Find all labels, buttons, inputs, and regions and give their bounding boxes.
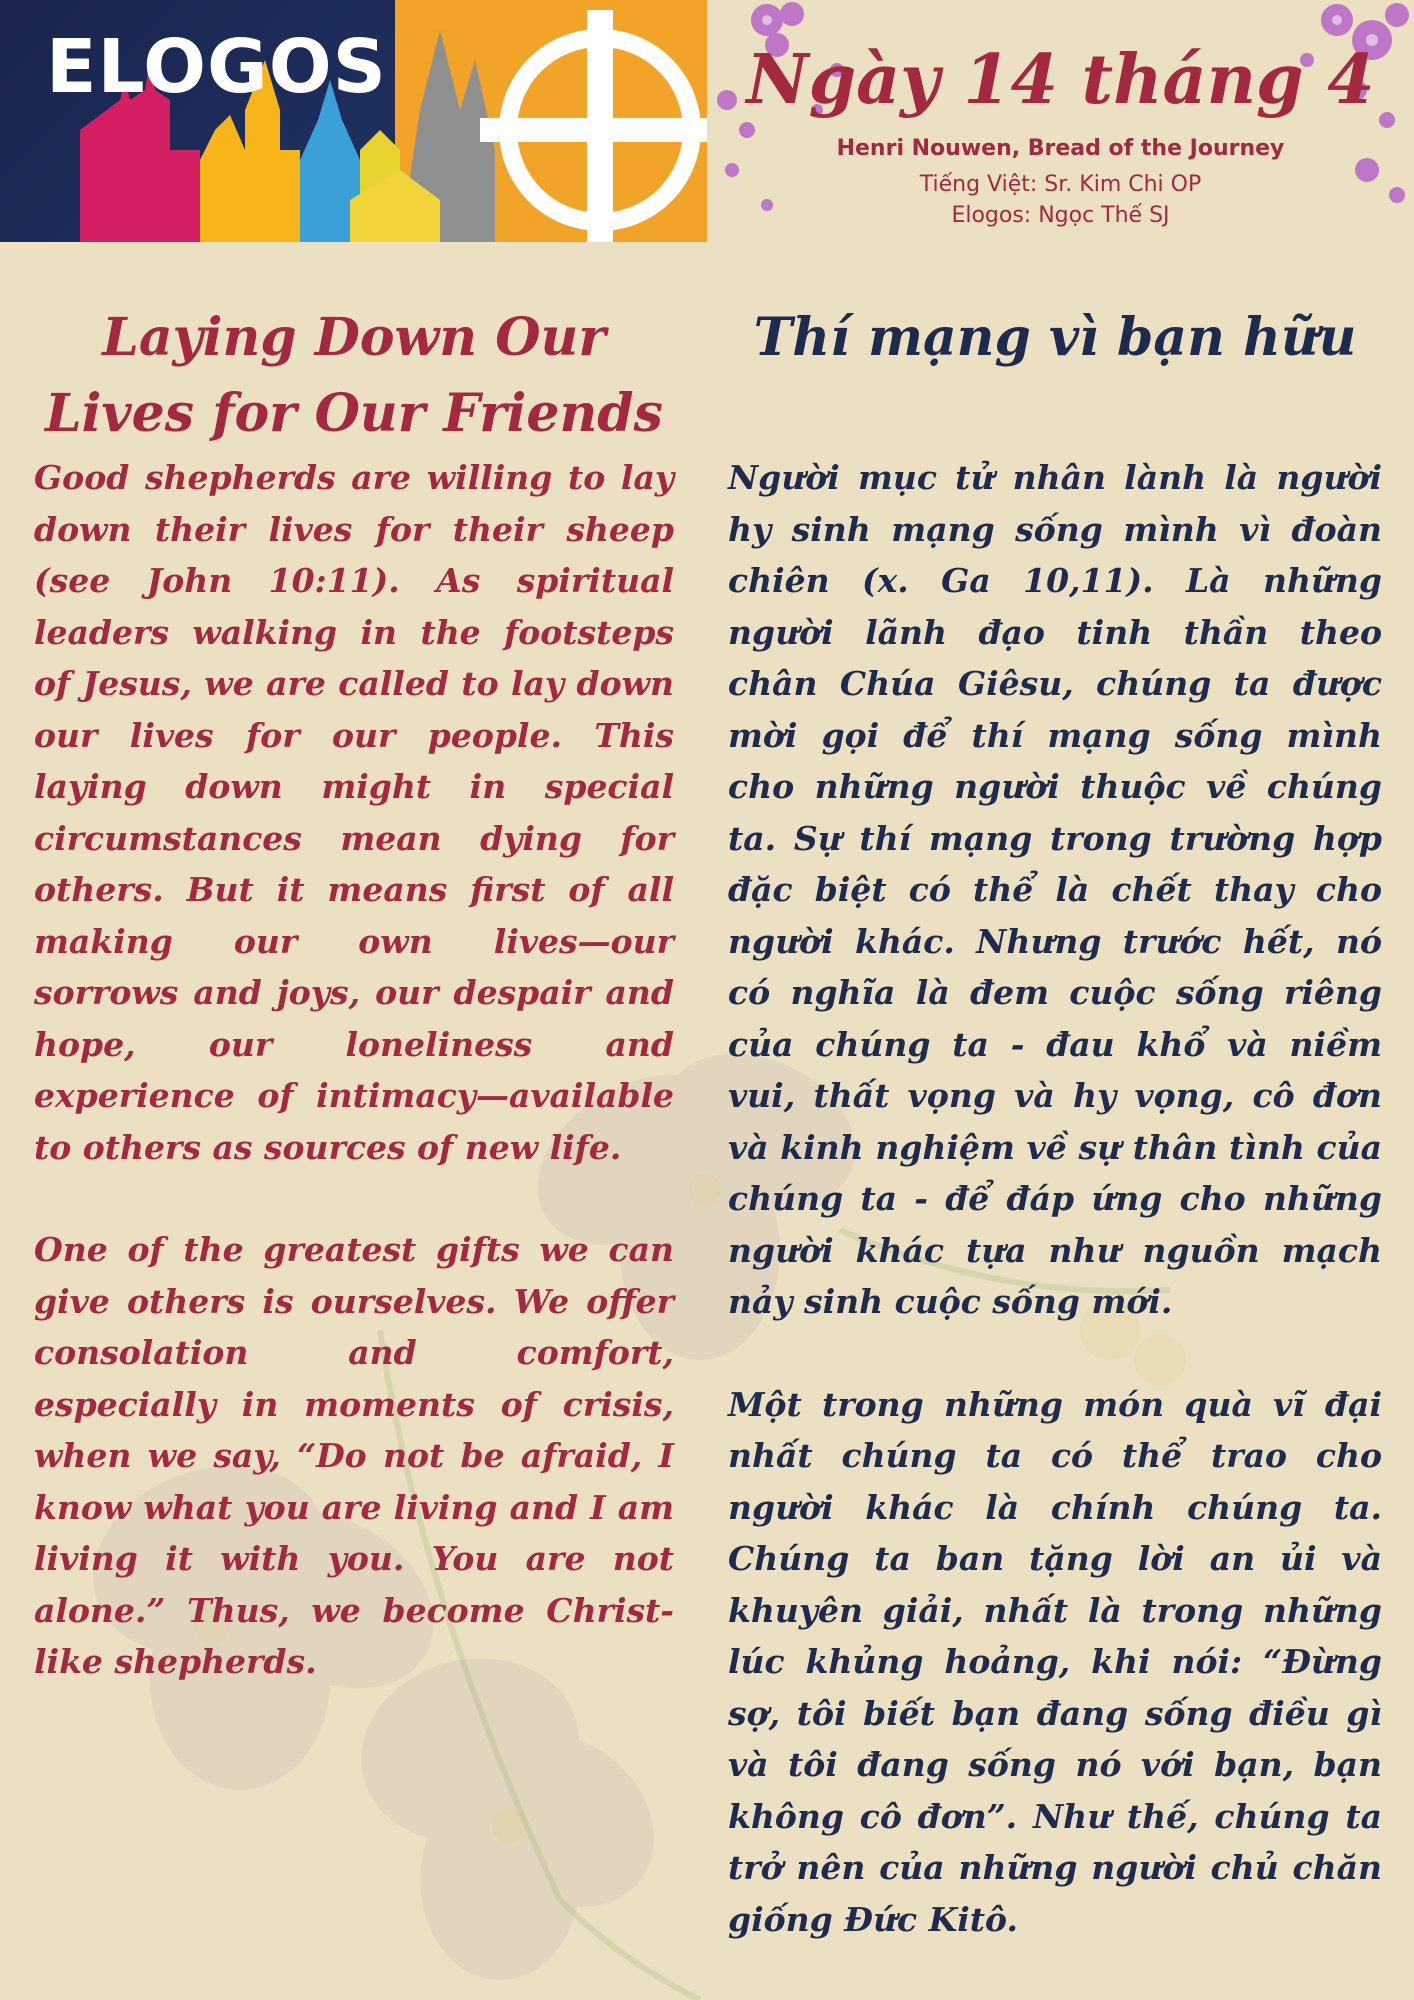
english-title: Laying Down Our Lives for Our Friends — [45, 307, 663, 444]
date-title: Ngày 14 tháng 4 — [746, 40, 1375, 120]
vietnamese-title: Thí mạng vì bạn hữu — [753, 307, 1357, 368]
english-paragraph-1: Good shepherds are willing to lay down their lives for their sheep (see John 10:11). As spiritual leaders walking in the footsteps of Jesus, we are called to lay down our lives for our people. This laying down might in special circumstances mean dying for others. But it means first of all making our own lives—our sorrows and joys, our despair and hope, our loneliness and experience of intimacy—available to others as sources of new life. — [34, 458, 674, 1167]
logo-text: ELOGOS — [46, 24, 387, 110]
vietnamese-paragraph-1: Người mục tử nhân lành là người hy sinh mạng sống mình vì đoàn chiên (x. Ga 10,11). Là những người lãnh đạo tinh thần theo chân Chúa Giêsu, chúng ta được mời gọi để thí mạng sống mình cho những người thuộc về chúng ta. Sự thí mạng trong trường hợp đặc biệt có thể là chết thay cho người khác. Nhưng trước hết, nó có nghĩa là đem cuộc sống riêng của chúng ta - đau khổ và niềm vui, thất vọng và hy vọng, cô đơn và kinh nghiệm về sự thân tình của chúng ta - để đáp ứng cho những người khác tựa như nguồn mạch nảy sinh cuộc sống mới. — [728, 458, 1382, 1321]
vietnamese-column — [728, 300, 1382, 1945]
source-credit: Henri Nouwen, Bread of the Journey — [836, 136, 1285, 161]
elogos-credit: Elogos: Ngọc Thế SJ — [951, 203, 1170, 228]
elogos-logo-banner — [0, 0, 707, 242]
vietnamese-paragraph-2: Một trong những món quà vĩ đại nhất chúng ta có thể trao cho người khác là chính chúng ta. Chúng ta ban tặng lời an ủi và khuyên giải, nhất là trong những lúc khủng hoảng, khi nói: “Đừng sợ, tôi biết bạn đang sống điều gì và tôi đang sống nó với bạn, bạn không cô đơn”. Như thế, chúng ta trở nên của những người chủ chăn giống Đức Kitô. — [728, 1384, 1382, 1939]
header-info — [707, 0, 1414, 242]
english-column — [34, 300, 674, 1688]
english-paragraph-2: One of the greatest gifts we can give others is ourselves. We offer consolation and comfort, especially in moments of crisis, when we say, “Do not be afraid, I know what you are living and I am living it with you. You are not alone.” Thus, we become Christ-like shepherds. — [34, 1230, 674, 1681]
translation-credit: Tiếng Việt: Sr. Kim Chi OP — [919, 172, 1202, 197]
